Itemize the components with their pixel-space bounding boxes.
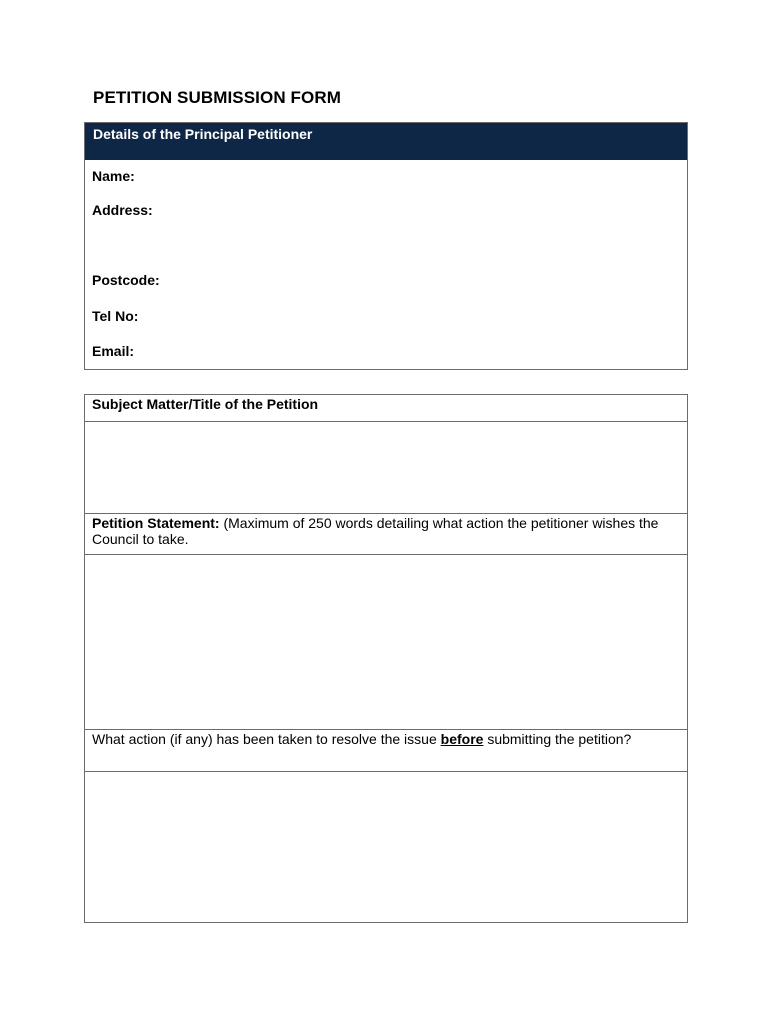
petition-details-section	[84, 394, 688, 923]
petitioner-section-header: Details of the Principal Petitioner	[85, 123, 687, 160]
action-label-text-after: submitting the petition?	[483, 731, 632, 747]
postcode-field-label: Postcode:	[92, 272, 160, 288]
action-label	[85, 730, 687, 747]
action-label-text-before: What action (if any) has been taken to resolve the issue	[92, 731, 441, 747]
subject-label: Subject Matter/Title of the Petition	[92, 396, 319, 412]
action-answer-area[interactable]	[85, 772, 687, 922]
subject-label-row	[85, 395, 687, 422]
action-label-row	[85, 730, 687, 772]
tel-field-label: Tel No:	[92, 308, 139, 324]
statement-label	[85, 514, 687, 547]
subject-answer-area[interactable]	[85, 422, 687, 514]
statement-answer-area[interactable]	[85, 555, 687, 730]
name-field-label: Name:	[92, 168, 135, 184]
principal-petitioner-section	[84, 122, 688, 370]
statement-label-bold: Petition Statement:	[92, 515, 220, 531]
email-field-label: Email:	[92, 343, 135, 359]
form-title: PETITION SUBMISSION FORM	[93, 88, 341, 107]
statement-label-row	[85, 514, 687, 555]
action-label-emphasis: before	[440, 731, 484, 747]
address-field-label: Address:	[92, 202, 153, 218]
statement-label-text: (Maximum of 250 words detailing what action the petitioner wishes the Council to take.	[92, 515, 659, 547]
